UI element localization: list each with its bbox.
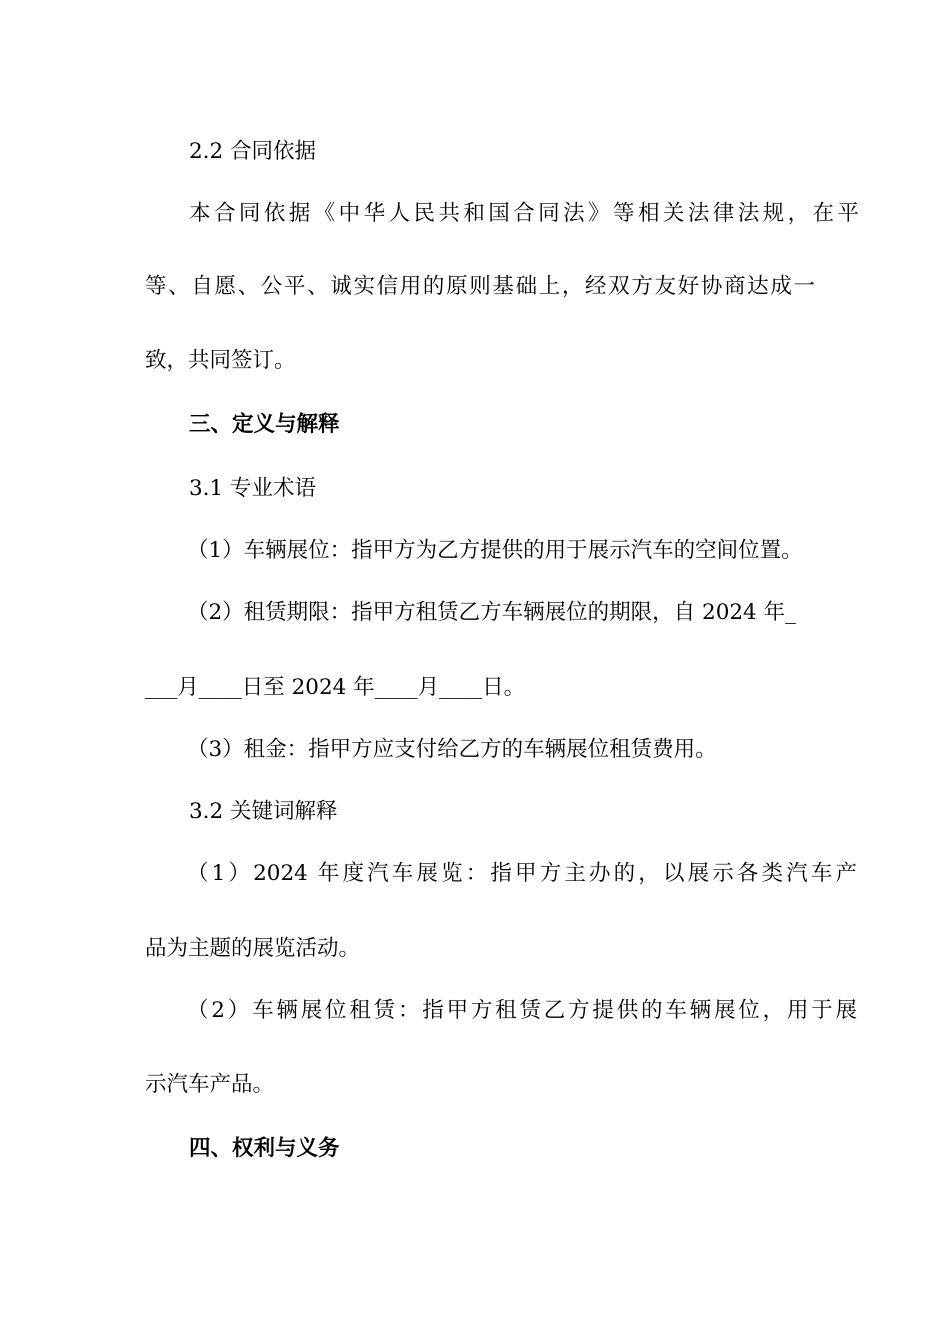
section-heading-2-2: 2.2 合同依据: [189, 139, 317, 164]
paragraph-line: ___月____日至 2024 年____月____日。: [145, 675, 526, 700]
paragraph-line: 示汽车产品。: [145, 1072, 275, 1097]
term-definition-2: （2）租赁期限：指甲方租赁乙方车辆展位的期限，自 2024 年_: [187, 600, 796, 625]
section-heading-3-2: 3.2 关键词解释: [189, 799, 338, 824]
keyword-definition-1: （1）2024 年度汽车展览：指甲方主办的，以展示各类汽车产: [187, 861, 857, 886]
section-heading-3-1: 3.1 专业术语: [189, 476, 317, 501]
paragraph-line: 等、自愿、公平、诚实信用的原则基础上，经双方友好协商达成一: [145, 274, 815, 299]
term-definition-1: （1）车辆展位：指甲方为乙方提供的用于展示汽车的空间位置。: [187, 538, 803, 563]
chapter-heading-4: 四、权利与义务: [189, 1136, 340, 1161]
keyword-definition-2: （2）车辆展位租赁：指甲方租赁乙方提供的车辆展位，用于展: [187, 998, 857, 1023]
chapter-heading-3: 三、定义与解释: [189, 412, 340, 437]
paragraph-line: 致，共同签订。: [145, 348, 296, 373]
term-definition-3: （3）租金：指甲方应支付给乙方的车辆展位租赁费用。: [187, 737, 717, 762]
paragraph-line: 品为主题的展览活动。: [145, 936, 361, 961]
paragraph-line: 本合同依据《中华人民共和国合同法》等相关法律法规，在平: [189, 201, 859, 226]
